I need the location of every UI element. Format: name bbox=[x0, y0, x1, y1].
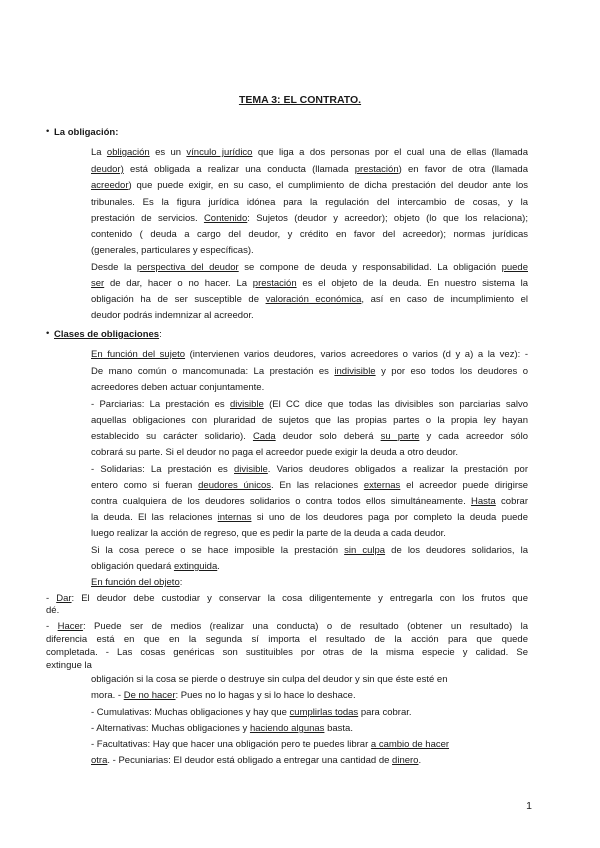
paragraph-line: - Dar: El deudor debe custodiar y conservar la cosa diligentemente y entregarla con los frutos que bbox=[46, 593, 528, 604]
paragraph-line: cobrará su parte. Si el deudor no paga el acreedor puede exigir la deuda a otro deudor. bbox=[91, 447, 459, 458]
subheading-by-object: En función del objeto: bbox=[91, 577, 183, 588]
paragraph-line: establecido su carácter solidario). Cada deudor solo deberá su parte y cada acreedor sólo bbox=[91, 431, 528, 442]
paragraph-line: acreedores deben actuar conjuntamente. bbox=[91, 382, 265, 393]
paragraph-line: Desde la perspectiva del deudor se compone de deuda y responsabilidad. La obligación puede bbox=[91, 262, 528, 273]
paragraph-line: De mano común o mancomunada: La prestación es indivisible y por eso todos los deudores o bbox=[91, 366, 528, 377]
paragraph-line: dé. bbox=[46, 605, 60, 616]
paragraph-line: la deuda. El las relaciones internas si uno de los deudores paga por completo la deuda puede bbox=[91, 512, 528, 523]
bullet-icon: • bbox=[46, 126, 50, 137]
paragraph-line: aquellas obligaciones con pluraridad de sujetos que las propias partes o la propia ley hayan bbox=[91, 415, 528, 426]
paragraph-line: prestación de servicios. Contenido: Sujetos (deudor y acreedor); objeto (lo que los relaciona); bbox=[91, 213, 528, 224]
page-number: 1 bbox=[526, 800, 532, 812]
paragraph-line: (generales, particulares y específicas). bbox=[91, 245, 254, 256]
paragraph-line: obligación si la cosa se pierde o destruye sin culpa del deudor y sin que éste esté en bbox=[91, 674, 448, 685]
paragraph-line: En función del sujeto (intervienen varios deudores, varios acreedores o varios (d y a) a la vez): - bbox=[91, 349, 528, 360]
paragraph-line: obligación ha de ser susceptible de valoración económica, así en caso de incumplimiento el bbox=[91, 294, 528, 305]
paragraph-line: extingue la bbox=[46, 660, 92, 671]
paragraph-line: luego realizar la acción de regreso, que es pedir la parte de la deuda a cada deudor. bbox=[91, 528, 446, 539]
paragraph-line: entero como si fueran deudores únicos. En las relaciones externas el acreedor puede dirigirse bbox=[91, 480, 528, 491]
paragraph-line: ser de dar, hacer o no hacer. La prestación es el objeto de la deuda. En nuestro sistema la bbox=[91, 278, 528, 289]
paragraph-line: otra. - Pecuniarias: El deudor está obligado a entregar una cantidad de dinero. bbox=[91, 755, 422, 766]
section-heading-classes: Clases de obligaciones: bbox=[54, 329, 162, 340]
paragraph-line: deudor) está obligada a realizar una conducta (llamada prestación) en favor de otra (llamada bbox=[91, 164, 528, 175]
paragraph-line: deudor podrás indemnizar al acreedor. bbox=[91, 310, 254, 321]
bullet-icon: • bbox=[46, 328, 50, 339]
paragraph-line: obligación quedará extinguida. bbox=[91, 561, 220, 572]
paragraph-line: - Cumulativas: Muchas obligaciones y hay que cumplirlas todas para cobrar. bbox=[91, 707, 412, 718]
paragraph-line: - Solidarias: La prestación es divisible. Varios deudores obligados a realizar la prestación por bbox=[91, 464, 528, 475]
paragraph-line: - Hacer: Puede ser de medios (realizar una conducta) o de resultado (obtener un resultado) la bbox=[46, 621, 528, 632]
paragraph-line: diferencia está en que en la segunda sí importa el resultado de la acción para que quede bbox=[46, 634, 528, 645]
paragraph-line: Si la cosa perece o se hace imposible la prestación sin culpa de los deudores solidarios, la bbox=[91, 545, 528, 556]
paragraph-line: completada. - Las cosas genéricas son sustituibles por otras de la misma especie y calidad. Se bbox=[46, 647, 528, 658]
paragraph-line: - Facultativas: Hay que hacer una obligación pero te puedes librar a cambio de hacer bbox=[91, 739, 450, 750]
section-heading-obligation: La obligación: bbox=[54, 127, 119, 138]
paragraph-line: acreedor) que puede exigir, en su caso, el cumplimiento de dicha prestación del deudor ante los bbox=[91, 180, 528, 191]
paragraph-line: La obligación es un vínculo jurídico que liga a dos personas por el cual una de ellas (llamada bbox=[91, 147, 528, 158]
document-title: TEMA 3: EL CONTRATO. bbox=[238, 94, 362, 106]
paragraph-line: contra cualquiera de los deudores solidarios o contra todos ellos simultáneamente. Hasta cobrar bbox=[91, 496, 528, 507]
paragraph-line: - Alternativas: Muchas obligaciones y haciendo algunas basta. bbox=[91, 723, 353, 734]
paragraph-line: contenido ( deuda a cargo del deudor, y crédito en favor del acreedor); normas jurídicas bbox=[91, 229, 528, 240]
paragraph-line: - Parciarias: La prestación es divisible (El CC dice que todas las divisibles son parciarias salvo bbox=[91, 399, 528, 410]
paragraph-line: mora. - De no hacer: Pues no lo hagas y si lo hace lo deshace. bbox=[91, 690, 356, 701]
paragraph-line: tribunales. Es la figura jurídica idónea para la regulación del intercambio de cosas, y la bbox=[91, 197, 528, 208]
